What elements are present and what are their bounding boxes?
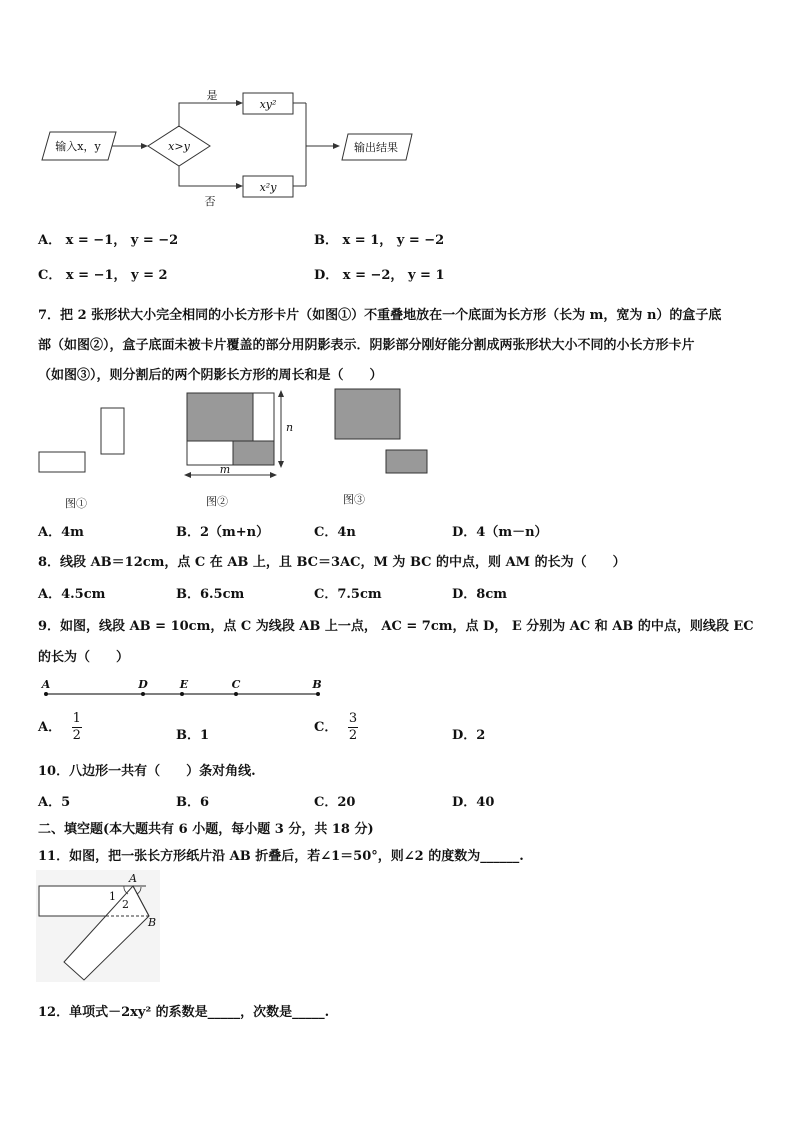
q7-fig1-label: 图①	[65, 497, 87, 510]
q6-option-c: C． x = −1， y = 2	[38, 268, 168, 283]
q7-figures	[36, 385, 432, 513]
q9-point-c	[234, 692, 238, 696]
q9-point-a	[44, 692, 48, 696]
q9-point-e	[180, 692, 184, 696]
q9-label-a: A	[41, 678, 51, 691]
q7-card-horizontal	[39, 452, 85, 472]
q11-label-2: 2	[122, 898, 129, 911]
q9-option-c-denominator: 2	[348, 728, 358, 743]
q9-option-c-numerator: 3	[348, 711, 358, 726]
flowchart-figure	[40, 86, 420, 208]
q9-option-a-denominator: 2	[72, 728, 81, 743]
q9-option-c	[314, 712, 358, 743]
q9-segment-figure	[36, 674, 328, 702]
q7-stem-line1: 7．把 2 张形状大小完全相同的小长方形卡片（如图①）不重叠地放在一个底面为长方形（长为 m，宽为 n）的盒子底	[38, 308, 722, 323]
q11-label-b: B	[148, 916, 157, 929]
q7-shade-piece-large	[335, 389, 400, 439]
q7-shade-piece-small	[386, 450, 427, 473]
q7-stem-line2: 部（如图②），盒子底面未被卡片覆盖的部分用阴影表示．阴影部分刚好能分割成两张形状大小不同的小长方形卡片	[38, 338, 695, 353]
q7-option-b: B．2（m+n）	[176, 525, 270, 540]
q9-option-c-label: C．	[314, 720, 338, 735]
q7-label-n: n	[286, 421, 294, 434]
q9-label-c: C	[231, 678, 241, 691]
section-heading: 二、填空题(本大题共有 6 小题，每小题 3 分，共 18 分)	[38, 822, 374, 837]
flowchart-output-label: 输出结果	[354, 141, 398, 154]
q7-card-flat	[187, 441, 233, 465]
flowchart-input-label: 输入x，y	[55, 140, 101, 153]
q7-shade-top	[187, 393, 253, 441]
q7-label-m: m	[219, 463, 231, 476]
q6-option-d: D． x = −2， y = 1	[314, 268, 445, 283]
q8-stem: 8．线段 AB＝12cm，点 C 在 AB 上，且 BC＝3AC，M 为 BC 的中点，则 AM 的长为（ ）	[38, 555, 626, 570]
q7-shade-bottom	[233, 441, 274, 465]
q9-stem-line1: 9．如图，线段 AB = 10cm，点 C 为线段 AB 上一点， AC = 7cm，点 D， E 分别为 AC 和 AB 的中点，则线段 EC	[38, 619, 754, 634]
q9-option-d: D．2	[452, 728, 486, 743]
q9-option-b: B．1	[176, 728, 210, 743]
q9-option-a-label: A．	[38, 720, 62, 735]
q10-stem: 10．八边形一共有（ ）条对角线.	[38, 764, 256, 779]
q7-fig3-label: 图③	[343, 493, 365, 506]
q9-point-d	[141, 692, 145, 696]
flowchart-yes-label: 是	[206, 89, 218, 102]
q8-option-c: C．7.5cm	[314, 587, 382, 602]
q7-option-c: C．4n	[314, 525, 356, 540]
q9-point-b	[316, 692, 320, 696]
q11-fold-figure	[36, 870, 160, 982]
q10-option-c: C．20	[314, 795, 356, 810]
q8-option-b: B．6.5cm	[176, 587, 245, 602]
q12-stem: 12．单项式－2xy² 的系数是_____，次数是_____.	[38, 1005, 330, 1020]
q8-option-d: D．8cm	[452, 587, 507, 602]
q6-option-b: B． x = 1， y = −2	[314, 233, 445, 248]
q9-option-c-fraction	[348, 712, 358, 743]
q10-option-b: B．6	[176, 795, 210, 810]
q9-stem-line2: 的长为（ ）	[38, 650, 130, 665]
q9-option-a-numerator: 1	[72, 711, 81, 726]
q9-option-a	[38, 712, 82, 743]
q7-card-vertical	[101, 408, 124, 454]
flowchart-condition-label: x>y	[168, 140, 190, 153]
q10-option-d: D．40	[452, 795, 495, 810]
q9-label-d: D	[138, 678, 148, 691]
q11-label-a: A	[129, 872, 137, 885]
q9-label-e: E	[179, 678, 189, 691]
flowchart-no-label: 否	[204, 195, 216, 208]
q8-option-a: A．4.5cm	[38, 587, 106, 602]
flowchart-yes-box-label: xy²	[259, 98, 277, 111]
q10-option-a: A．5	[38, 795, 71, 810]
q7-stem-line3: （如图③），则分割后的两个阴影长方形的周长和是（ ）	[38, 368, 383, 383]
q7-fig2-label: 图②	[206, 495, 228, 508]
q11-stem: 11．如图，把一张长方形纸片沿 AB 折叠后，若∠1＝50°，则∠2 的度数为______.	[38, 849, 524, 864]
q9-option-a-fraction	[72, 712, 82, 743]
q9-label-b: B	[312, 678, 322, 691]
q7-card-upright	[253, 393, 274, 441]
q7-option-a: A．4m	[38, 525, 84, 540]
q11-label-1: 1	[109, 890, 116, 903]
flowchart-no-box-label: x²y	[259, 181, 277, 194]
q7-option-d: D．4（m－n）	[452, 525, 548, 540]
q6-option-a: A． x = −1， y = −2	[38, 233, 179, 248]
